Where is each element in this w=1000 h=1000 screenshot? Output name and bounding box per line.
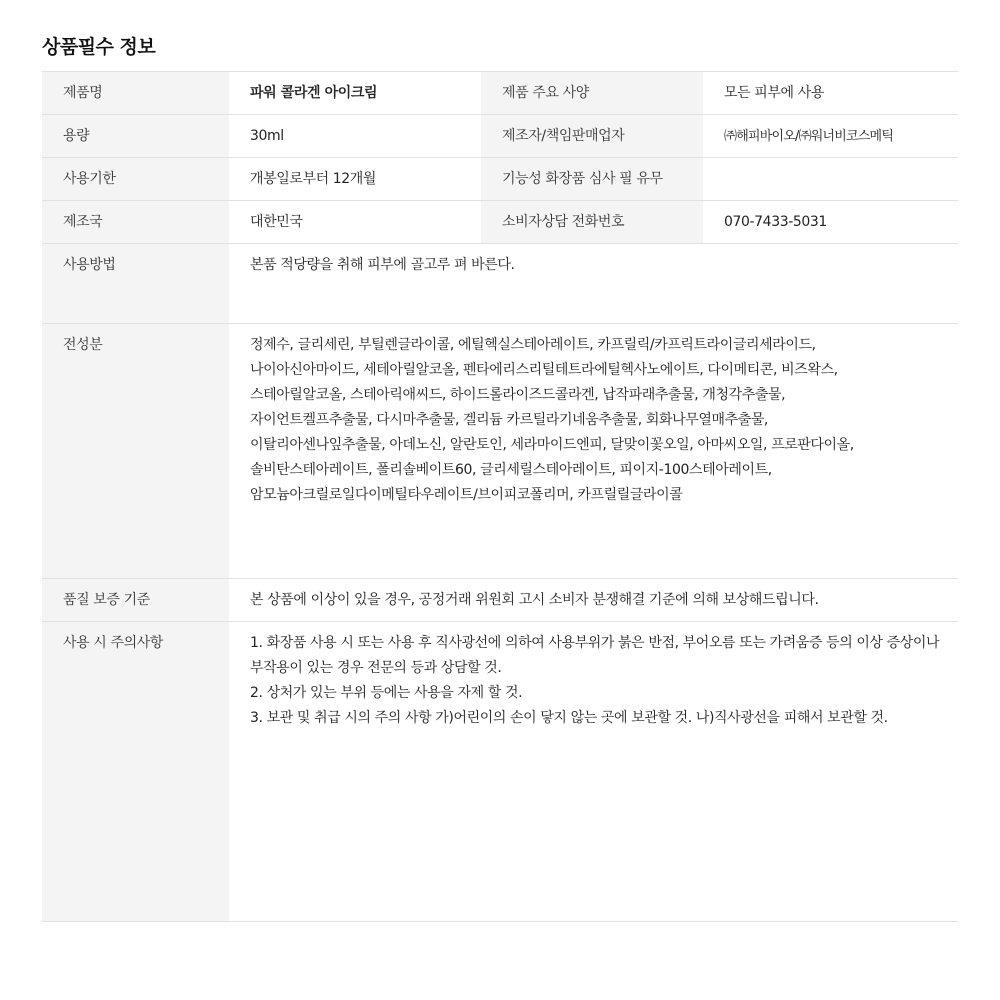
ingredients-line: 스테아릴알코올, 스테아릭애씨드, 하이드롤라이즈드콜라겐, 납작파래추출물, 개청각추출물, bbox=[250, 387, 786, 403]
product-info-table bbox=[42, 71, 958, 922]
manufacturer-value: ㈜해피바이오/㈜워너비코스메틱 bbox=[703, 115, 958, 158]
consumer-phone-value: 070-7433-5031 bbox=[703, 201, 958, 244]
table-row bbox=[42, 72, 958, 115]
ingredients-line: 자이언트켈프추출물, 다시마추출물, 겔리듐 카르틸라기네움추출물, 회화나무열매추출물, bbox=[250, 412, 768, 428]
table-row bbox=[42, 158, 958, 201]
cautions-label: 사용 시 주의사항 bbox=[42, 622, 229, 922]
caution-item: 3. 보관 및 취급 시의 주의 사항 가)어린이의 손이 닿지 않는 곳에 보관할 것. 나)직사광선을 피해서 보관할 것. bbox=[250, 710, 888, 726]
ingredients-label: 전성분 bbox=[42, 324, 229, 579]
volume-label: 용량 bbox=[42, 115, 229, 158]
quality-label: 품질 보증 기준 bbox=[42, 579, 229, 622]
ingredients-line: 솔비탄스테아레이트, 폴리솔베이트60, 글리세릴스테아레이트, 피이지-100스테아레이트, bbox=[250, 462, 772, 478]
main-spec-value: 모든 피부에 사용 bbox=[703, 72, 958, 115]
main-spec-label: 제품 주요 사양 bbox=[481, 72, 703, 115]
table-row bbox=[42, 579, 958, 622]
expiry-value: 개봉일로부터 12개월 bbox=[229, 158, 481, 201]
consumer-phone-label: 소비자상담 전화번호 bbox=[481, 201, 703, 244]
ingredients-line: 이탈리아센나잎추출물, 아데노신, 알란토인, 세라마이드엔피, 달맞이꽃오일, 아마씨오일, 프로판다이올, bbox=[250, 437, 854, 453]
section-title: 상품필수 정보 bbox=[42, 36, 156, 58]
caution-item: 1. 화장품 사용 시 또는 사용 후 직사광선에 의하여 사용부위가 붉은 반점, 부어오름 또는 가려움증 등의 이상 증상이나 부작용이 있는 경우 전문의 등과 상담할 것. bbox=[250, 635, 940, 676]
country-value: 대한민국 bbox=[229, 201, 481, 244]
ingredients-line: 암모늄아크릴로일다이메틸타우레이트/브이피코폴리머, 카프릴릴글라이콜 bbox=[250, 487, 683, 503]
functional-review-label: 기능성 화장품 심사 필 유무 bbox=[481, 158, 703, 201]
table-row bbox=[42, 244, 958, 324]
table-row bbox=[42, 201, 958, 244]
quality-value: 본 상품에 이상이 있을 경우, 공정거래 위원회 고시 소비자 분쟁해결 기준에 의해 보상해드립니다. bbox=[229, 579, 958, 622]
cautions-value bbox=[229, 622, 958, 922]
expiry-label: 사용기한 bbox=[42, 158, 229, 201]
caution-item: 2. 상처가 있는 부위 등에는 사용을 자제 할 것. bbox=[250, 685, 523, 701]
table-row bbox=[42, 324, 958, 579]
usage-label: 사용방법 bbox=[42, 244, 229, 324]
volume-value: 30ml bbox=[229, 115, 481, 158]
table-row bbox=[42, 622, 958, 922]
country-label: 제조국 bbox=[42, 201, 229, 244]
usage-value: 본품 적당량을 취해 피부에 골고루 펴 바른다. bbox=[229, 244, 958, 324]
product-name-value: 파워 콜라겐 아이크림 bbox=[229, 72, 481, 115]
ingredients-line: 나이아신아마이드, 세테아릴알코올, 펜타에리스리틸테트라에틸헥사노에이트, 다이메티콘, 비즈왁스, bbox=[250, 362, 838, 378]
functional-review-value bbox=[703, 158, 958, 201]
ingredients-value bbox=[229, 324, 958, 579]
ingredients-line: 정제수, 글리세린, 부틸렌글라이콜, 에틸헥실스테아레이트, 카프릴릭/카프릭트라이글리세라이드, bbox=[250, 337, 816, 353]
product-name-label: 제품명 bbox=[42, 72, 229, 115]
manufacturer-label: 제조자/책임판매업자 bbox=[481, 115, 703, 158]
table-row bbox=[42, 115, 958, 158]
